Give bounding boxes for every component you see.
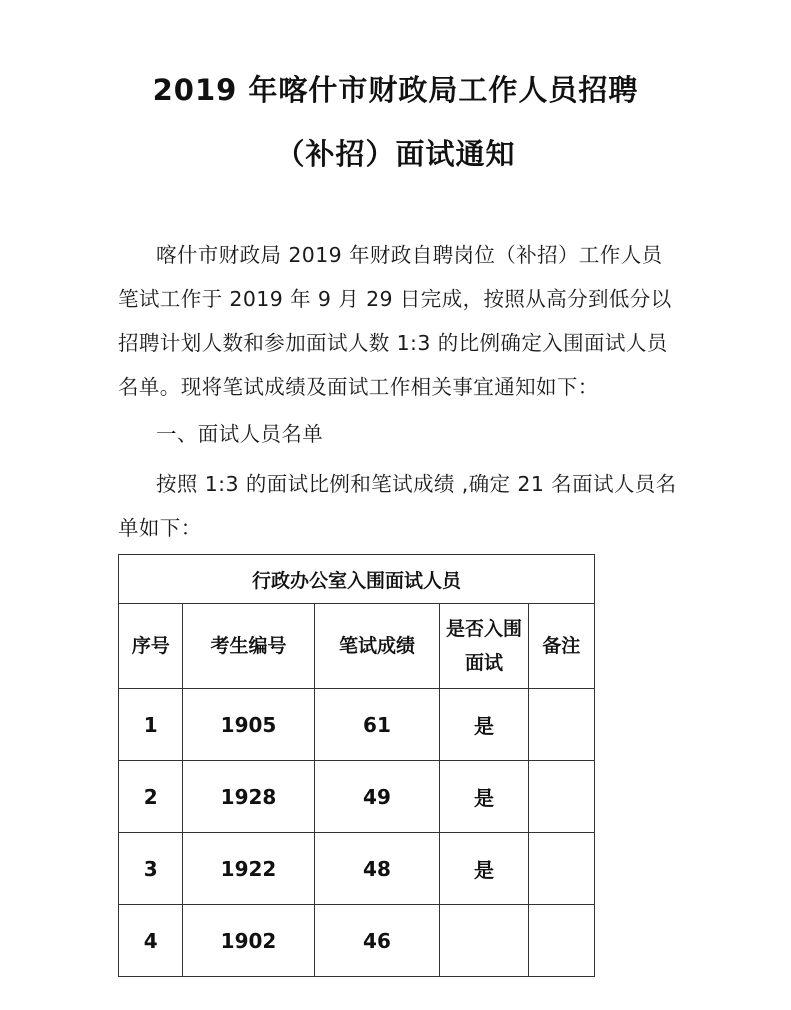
intro-line-4: 名单。现将笔试成绩及面试工作相关事宜通知如下： bbox=[118, 375, 599, 399]
cell-shortlisted: 是 bbox=[440, 833, 528, 905]
table-row bbox=[119, 689, 595, 761]
cell-score: 49 bbox=[314, 761, 440, 833]
table-row bbox=[119, 905, 595, 977]
cell-exam-id: 1928 bbox=[183, 761, 314, 833]
cell-score: 48 bbox=[314, 833, 440, 905]
intro-paragraph bbox=[118, 233, 678, 409]
header-seq: 序号 bbox=[119, 604, 183, 689]
cell-seq: 4 bbox=[119, 905, 183, 977]
section1-line-2: 单如下： bbox=[118, 516, 202, 540]
cell-note bbox=[528, 905, 594, 977]
cell-seq: 3 bbox=[119, 833, 183, 905]
cell-shortlisted: 是 bbox=[440, 689, 528, 761]
interview-candidates-table bbox=[118, 554, 595, 977]
intro-line-2: 笔试工作于 2019 年 9 月 29 日完成，按照从高分到低分以 bbox=[118, 287, 672, 311]
section1-line-1: 按照 1:3 的面试比例和笔试成绩 ,确定 21 名面试人员名 bbox=[156, 472, 677, 496]
cell-shortlisted bbox=[440, 905, 528, 977]
table-header-row bbox=[119, 604, 595, 689]
intro-line-1: 喀什市财政局 2019 年财政自聘岗位（补招）工作人员 bbox=[156, 243, 663, 267]
cell-note bbox=[528, 833, 594, 905]
table-caption-row bbox=[119, 555, 595, 604]
section1-paragraph bbox=[118, 462, 678, 550]
cell-note bbox=[528, 761, 594, 833]
document-title-line1: 2019 年喀什市财政局工作人员招聘 bbox=[152, 73, 639, 107]
header-score: 笔试成绩 bbox=[314, 604, 440, 689]
cell-score: 61 bbox=[314, 689, 440, 761]
header-shortlisted-line1: 是否入围 bbox=[445, 618, 522, 640]
cell-exam-id: 1902 bbox=[183, 905, 314, 977]
cell-seq: 1 bbox=[119, 689, 183, 761]
cell-seq: 2 bbox=[119, 761, 183, 833]
section1-heading: 一、面试人员名单 bbox=[156, 422, 324, 446]
cell-exam-id: 1905 bbox=[183, 689, 314, 761]
cell-score: 46 bbox=[314, 905, 440, 977]
cell-exam-id: 1922 bbox=[183, 833, 314, 905]
cell-shortlisted: 是 bbox=[440, 761, 528, 833]
section-heading bbox=[118, 412, 678, 456]
cell-note bbox=[528, 689, 594, 761]
table-row bbox=[119, 833, 595, 905]
header-shortlisted-line2: 面试 bbox=[464, 652, 503, 674]
header-shortlisted bbox=[440, 604, 528, 689]
document-title-line2: （补招）面试通知 bbox=[275, 137, 516, 171]
table-row bbox=[119, 761, 595, 833]
intro-line-3: 招聘计划人数和参加面试人数 1:3 的比例确定入围面试人员 bbox=[118, 331, 668, 355]
header-note: 备注 bbox=[528, 604, 594, 689]
header-exam-id: 考生编号 bbox=[183, 604, 314, 689]
table-caption: 行政办公室入围面试人员 bbox=[119, 555, 595, 604]
